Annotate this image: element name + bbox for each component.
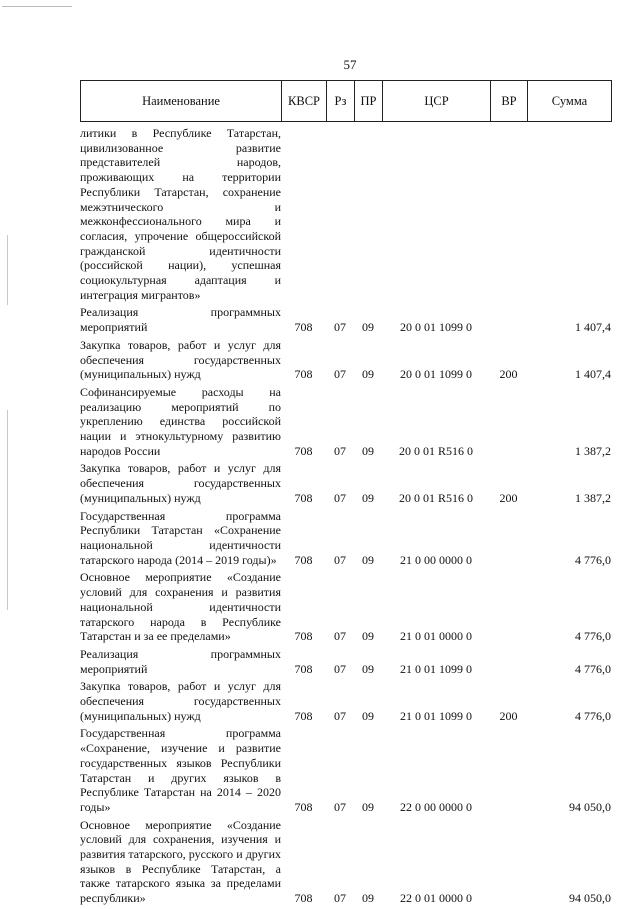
header-name: Наименование [81,81,282,122]
table-row [80,647,611,676]
row-pr: 09 [362,367,374,382]
table-row [80,338,611,382]
row-rz: 07 [334,629,346,644]
header-rz: Рз [327,81,355,122]
row-csr: 21 0 01 0000 0 [400,629,472,644]
header-vr: ВР [491,81,528,122]
row-name: Закупка товаров, работ и услуг для обеспечения государственных (муниципальных) нужд [80,679,281,723]
table-row [80,679,611,723]
table-header [80,80,612,122]
row-csr: 22 0 00 0000 0 [400,799,472,814]
row-kvsr: 708 [294,443,313,458]
row-csr: 22 0 01 0000 0 [400,891,472,906]
row-vr: 200 [499,708,518,723]
row-csr: 20 0 01 R516 0 [398,490,473,505]
row-name: Реализация программных мероприятий [80,646,281,676]
row-rz: 07 [334,661,346,676]
row-pr: 09 [362,552,374,567]
row-sum: 4 776,0 [575,629,611,644]
row-name: Основное мероприятие «Создание условий для сохранения и развития национальной идентичности татарского народа в Республике Татарстан и за ее пределами» [80,570,281,644]
row-kvsr: 708 [294,799,313,814]
row-sum: 1 407,4 [575,320,611,335]
row-csr: 20 0 01 R516 0 [398,443,473,458]
row-name: Государственная программа Республики Татарстан «Сохранение национальной идентичности татарского народа (2014 – 2019 годы)» [80,508,281,567]
row-rz: 07 [334,367,346,382]
row-kvsr: 708 [294,708,313,723]
row-name: Реализация программных мероприятий [80,305,281,335]
row-pr: 09 [362,320,374,335]
row-rz: 07 [334,552,346,567]
row-rz: 07 [334,320,346,335]
row-name: Основное мероприятие «Создание условий для сохранения, изучения и развития татарского, русского и других языков в Республике Татарстан, а также татарского языка за пределами республики» [80,817,281,906]
row-sum: 94 050,0 [569,891,611,906]
table-body [80,126,611,909]
row-csr: 21 0 01 1099 0 [400,661,472,676]
row-kvsr: 708 [294,552,313,567]
table-row [80,305,611,334]
row-sum: 1 387,2 [575,443,611,458]
scan-margin-mark [7,410,8,610]
row-csr: 20 0 01 1099 0 [400,320,472,335]
row-sum: 1 387,2 [575,490,611,505]
table-row [80,570,611,644]
row-sum: 94 050,0 [569,799,611,814]
header-kvsr: КВСР [282,81,327,122]
table-row [80,461,611,505]
row-rz: 07 [334,891,346,906]
row-pr: 09 [362,629,374,644]
row-name: Софинансируемые расходы на реализацию мероприятий по укреплению единства российской нации и этнокультурному развитию народов России [80,384,281,458]
header-csr: ЦСР [383,81,491,122]
row-sum: 4 776,0 [575,708,611,723]
row-name: литики в Республике Татарстан, цивилизованное развитие представителей народов, проживающих на территории Республики Татарстан, сохранение межэтнического и межконфессионального мира и согласия, упрочение общероссийской гражданской идентичности (российской нации), успешная социокультурная адаптация и интеграция мигрантов» [80,126,281,302]
row-csr: 21 0 00 0000 0 [400,552,472,567]
row-csr: 21 0 01 1099 0 [400,708,472,723]
row-rz: 07 [334,490,346,505]
row-csr: 20 0 01 1099 0 [400,367,472,382]
row-kvsr: 708 [294,661,313,676]
row-rz: 07 [334,708,346,723]
row-pr: 09 [362,708,374,723]
row-vr: 200 [499,367,518,382]
row-name: Закупка товаров, работ и услуг для обеспечения государственных (муниципальных) нужд [80,461,281,505]
header-sum: Сумма [528,81,612,122]
table-row [80,126,611,302]
table-row [80,509,611,568]
row-name: Государственная программа «Сохранение, изучение и развитие государственных языков Республики Татарстан и других языков в Республике Татарстан на 2014 – 2020 годы» [80,726,281,814]
scan-margin-mark [7,235,8,305]
row-sum: 1 407,4 [575,367,611,382]
row-sum: 4 776,0 [575,661,611,676]
header-pr: ПР [355,81,383,122]
row-pr: 09 [362,443,374,458]
row-pr: 09 [362,891,374,906]
table-row [80,726,611,814]
row-kvsr: 708 [294,490,313,505]
row-pr: 09 [362,799,374,814]
row-vr: 200 [499,490,518,505]
row-rz: 07 [334,799,346,814]
row-kvsr: 708 [294,629,313,644]
table-row [80,385,611,459]
table-row [80,818,611,906]
row-kvsr: 708 [294,320,313,335]
row-pr: 09 [362,490,374,505]
row-name: Закупка товаров, работ и услуг для обеспечения государственных (муниципальных) нужд [80,337,281,382]
scan-mark [2,6,72,7]
row-kvsr: 708 [294,367,313,382]
row-sum: 4 776,0 [575,552,611,567]
row-kvsr: 708 [294,891,313,906]
row-pr: 09 [362,661,374,676]
row-rz: 07 [334,443,346,458]
page-number: 57 [343,57,357,72]
